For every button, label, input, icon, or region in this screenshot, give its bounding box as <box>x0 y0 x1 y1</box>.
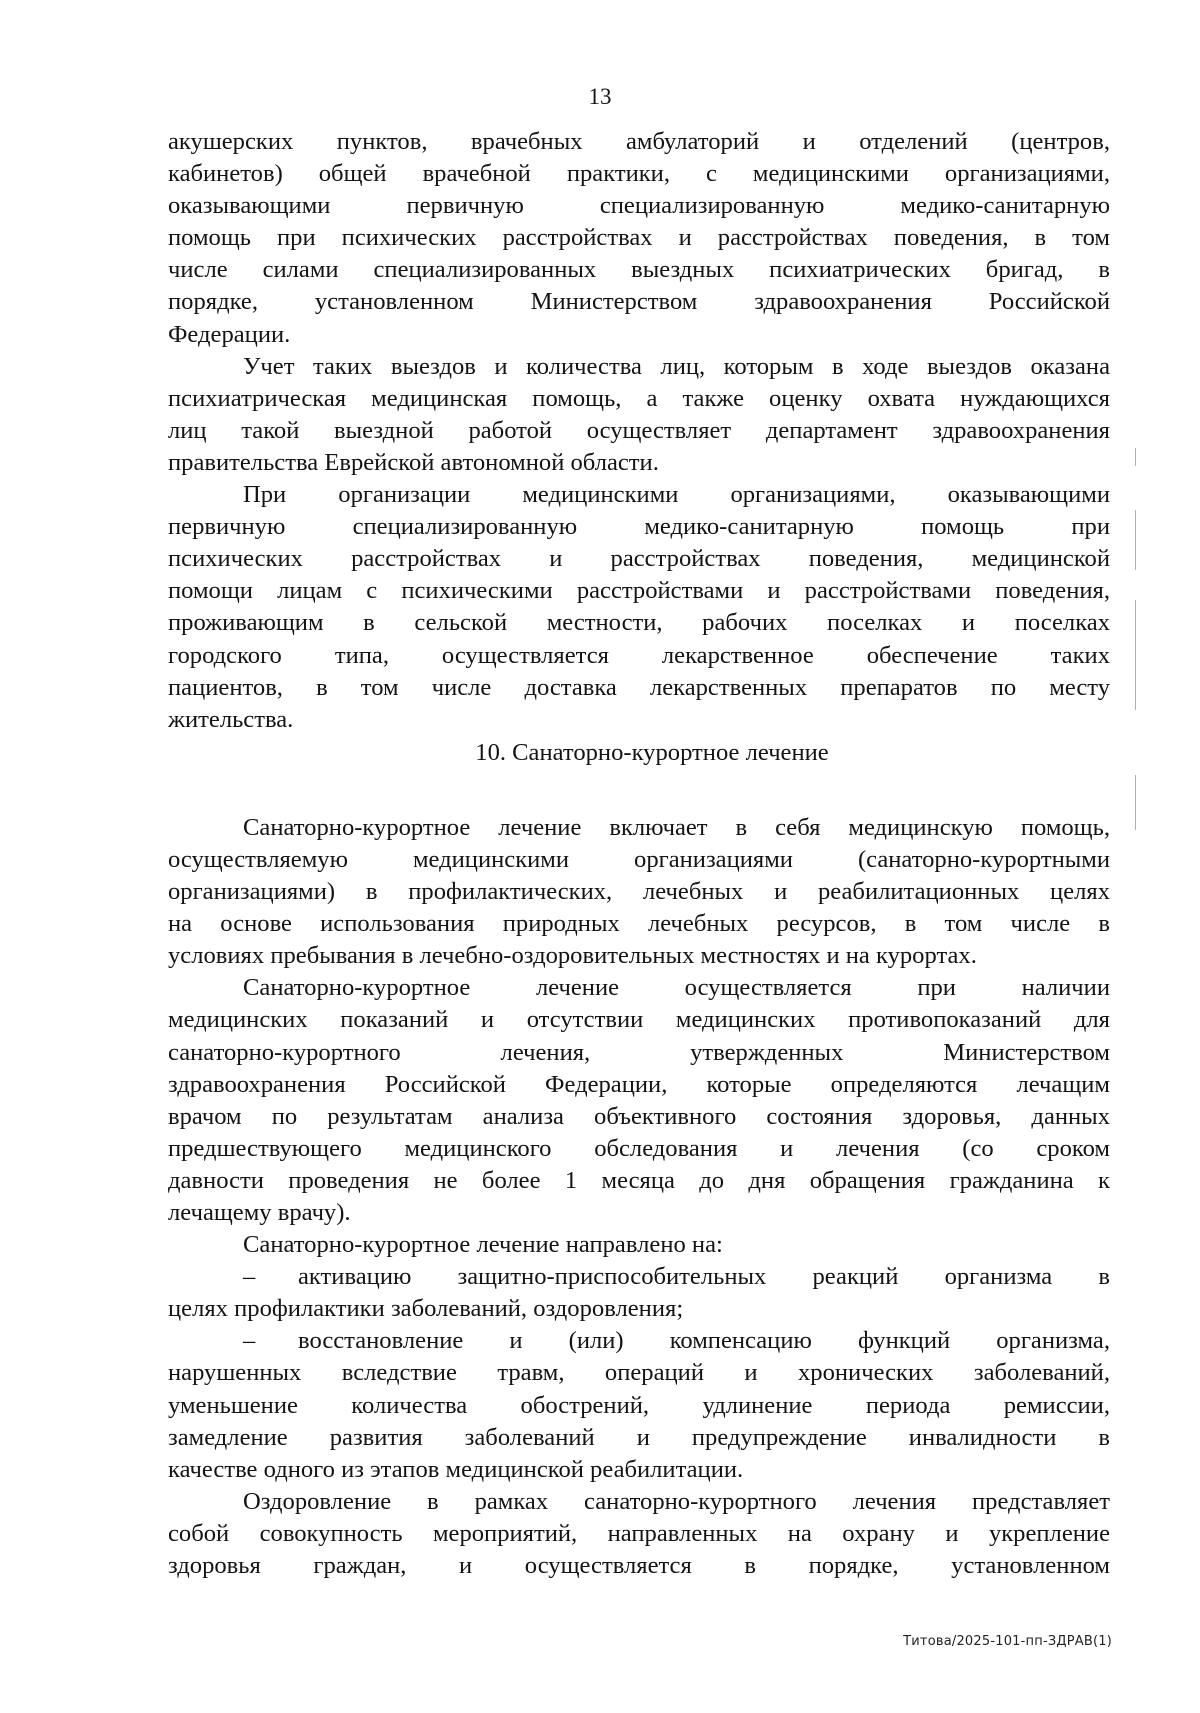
paragraph-health-improvement <box>168 1486 1110 1582</box>
document-body <box>168 126 1110 1582</box>
text-line: целях профилактики заболеваний, оздоровления; <box>168 1295 684 1323</box>
text-line: Федерации. <box>168 320 291 348</box>
scan-edge-mark <box>1135 600 1136 710</box>
text-line: здоровья граждан, и осуществляется в порядке, установленном <box>168 1552 1110 1580</box>
text-line: помощи лицам с психическими расстройствами и расстройствами поведения, <box>168 577 1110 605</box>
list-item-restoration <box>168 1325 1110 1485</box>
text-line: городского типа, осуществляется лекарственное обеспечение таких <box>168 641 1110 669</box>
paragraph-spa-definition <box>168 812 1110 972</box>
text-line: уменьшение количества обострений, удлинение периода ремиссии, <box>168 1391 1110 1419</box>
text-line: При организации медицинскими организациями, оказывающими <box>243 481 1110 509</box>
scan-edge-mark <box>1135 510 1136 570</box>
text-line: организациями) в профилактических, лечебных и реабилитационных целях <box>168 878 1110 906</box>
text-line: нарушенных вследствие травм, операций и хронических заболеваний, <box>168 1359 1110 1387</box>
text-line: числе силами специализированных выездных психиатрических бригад, в <box>168 256 1110 284</box>
text-line: Учет таких выездов и количества лиц, которым в ходе выездов оказана <box>243 352 1110 380</box>
list-item-first-line <box>168 1325 1110 1357</box>
text-line: собой совокупность мероприятий, направленных на охрану и укрепление <box>168 1519 1110 1547</box>
text-line: предшествующего медицинского обследования и лечения (со сроком <box>168 1134 1110 1162</box>
text-line: пациентов, в том числе доставка лекарственных препаратов по месту <box>168 673 1110 701</box>
text-line: врачом по результатам анализа объективного состояния здоровья, данных <box>168 1102 1110 1130</box>
text-line: Оздоровление в рамках санаторно-курортного лечения представляет <box>243 1487 1110 1515</box>
list-dash: – <box>243 1263 256 1291</box>
text-line: восстановление и (или) компенсацию функций организма, <box>298 1327 1110 1355</box>
text-line: давности проведения не более 1 месяца до дня обращения гражданина к <box>168 1166 1110 1194</box>
text-line: проживающим в сельской местности, рабочих поселках и поселках <box>168 609 1110 637</box>
text-line: замедление развития заболеваний и предупреждение инвалидности в <box>168 1423 1110 1451</box>
text-line: психических расстройствах и расстройствах поведения, медицинской <box>168 545 1110 573</box>
scan-edge-mark <box>1135 775 1136 830</box>
paragraph-spa-indications <box>168 972 1110 1229</box>
text-line: акушерских пунктов, врачебных амбулаторий и отделений (центров, <box>168 128 1110 155</box>
text-line: качестве одного из этапов медицинской реабилитации. <box>168 1455 744 1483</box>
page-number: 13 <box>588 84 612 109</box>
paragraph-spa-aims-intro <box>168 1229 1110 1261</box>
text-line: здравоохранения Российской Федерации, которые определяются лечащим <box>168 1070 1110 1098</box>
paragraph-drug-provision <box>168 479 1110 736</box>
text-line: лечащему врачу). <box>168 1199 351 1226</box>
text-line: Санаторно-курортное лечение направлено на: <box>243 1231 723 1259</box>
text-line: кабинетов) общей врачебной практики, с медицинскими организациями, <box>168 160 1110 188</box>
list-item-first-line <box>168 1261 1110 1293</box>
text-line: правительства Еврейской автономной области. <box>168 448 659 476</box>
text-line: медицинских показаний и отсутствии медицинских противопоказаний для <box>168 1006 1110 1034</box>
document-registration-code: Титова/2025-101-пп-ЗДРАВ(1) <box>903 1634 1112 1649</box>
text-line: Санаторно-курортное лечение осуществляется при наличии <box>243 974 1110 1002</box>
list-item-activation <box>168 1261 1110 1325</box>
text-line: санаторно-курортного лечения, утвержденных Министерством <box>168 1038 1110 1066</box>
text-line: условиях пребывания в лечебно-оздоровительных местностях и на курортах. <box>168 942 977 970</box>
text-line: на основе использования природных лечебных ресурсов, в том числе в <box>168 910 1110 938</box>
text-line: Санаторно-курортное лечение включает в себя медицинскую помощь, <box>243 813 1110 841</box>
paragraph-outreach-accounting <box>168 351 1110 479</box>
text-line: помощь при психических расстройствах и расстройствах поведения, в том <box>168 224 1110 252</box>
text-line: психиатрическая медицинская помощь, а также оценку охвата нуждающихся <box>168 384 1110 412</box>
text-line: первичную специализированную медико-санитарную помощь при <box>168 513 1110 541</box>
text-line: лиц такой выездной работой осуществляет департамент здравоохранения <box>168 416 1110 444</box>
list-dash: – <box>243 1327 256 1355</box>
text-line: порядке, установленном Министерством здравоохранения Российской <box>168 288 1110 316</box>
text-line: жительства. <box>168 705 294 733</box>
paragraph-continuation <box>168 126 1110 351</box>
text-line: осуществляемую медицинскими организациями (санаторно-курортными <box>168 845 1110 873</box>
section-heading: 10. Санаторно-курортное лечение <box>475 738 829 766</box>
text-line: оказывающими первичную специализированную медико-санитарную <box>168 192 1110 220</box>
text-line: активацию защитно-приспособительных реакций организма в <box>298 1263 1110 1291</box>
scan-edge-mark <box>1135 448 1136 466</box>
